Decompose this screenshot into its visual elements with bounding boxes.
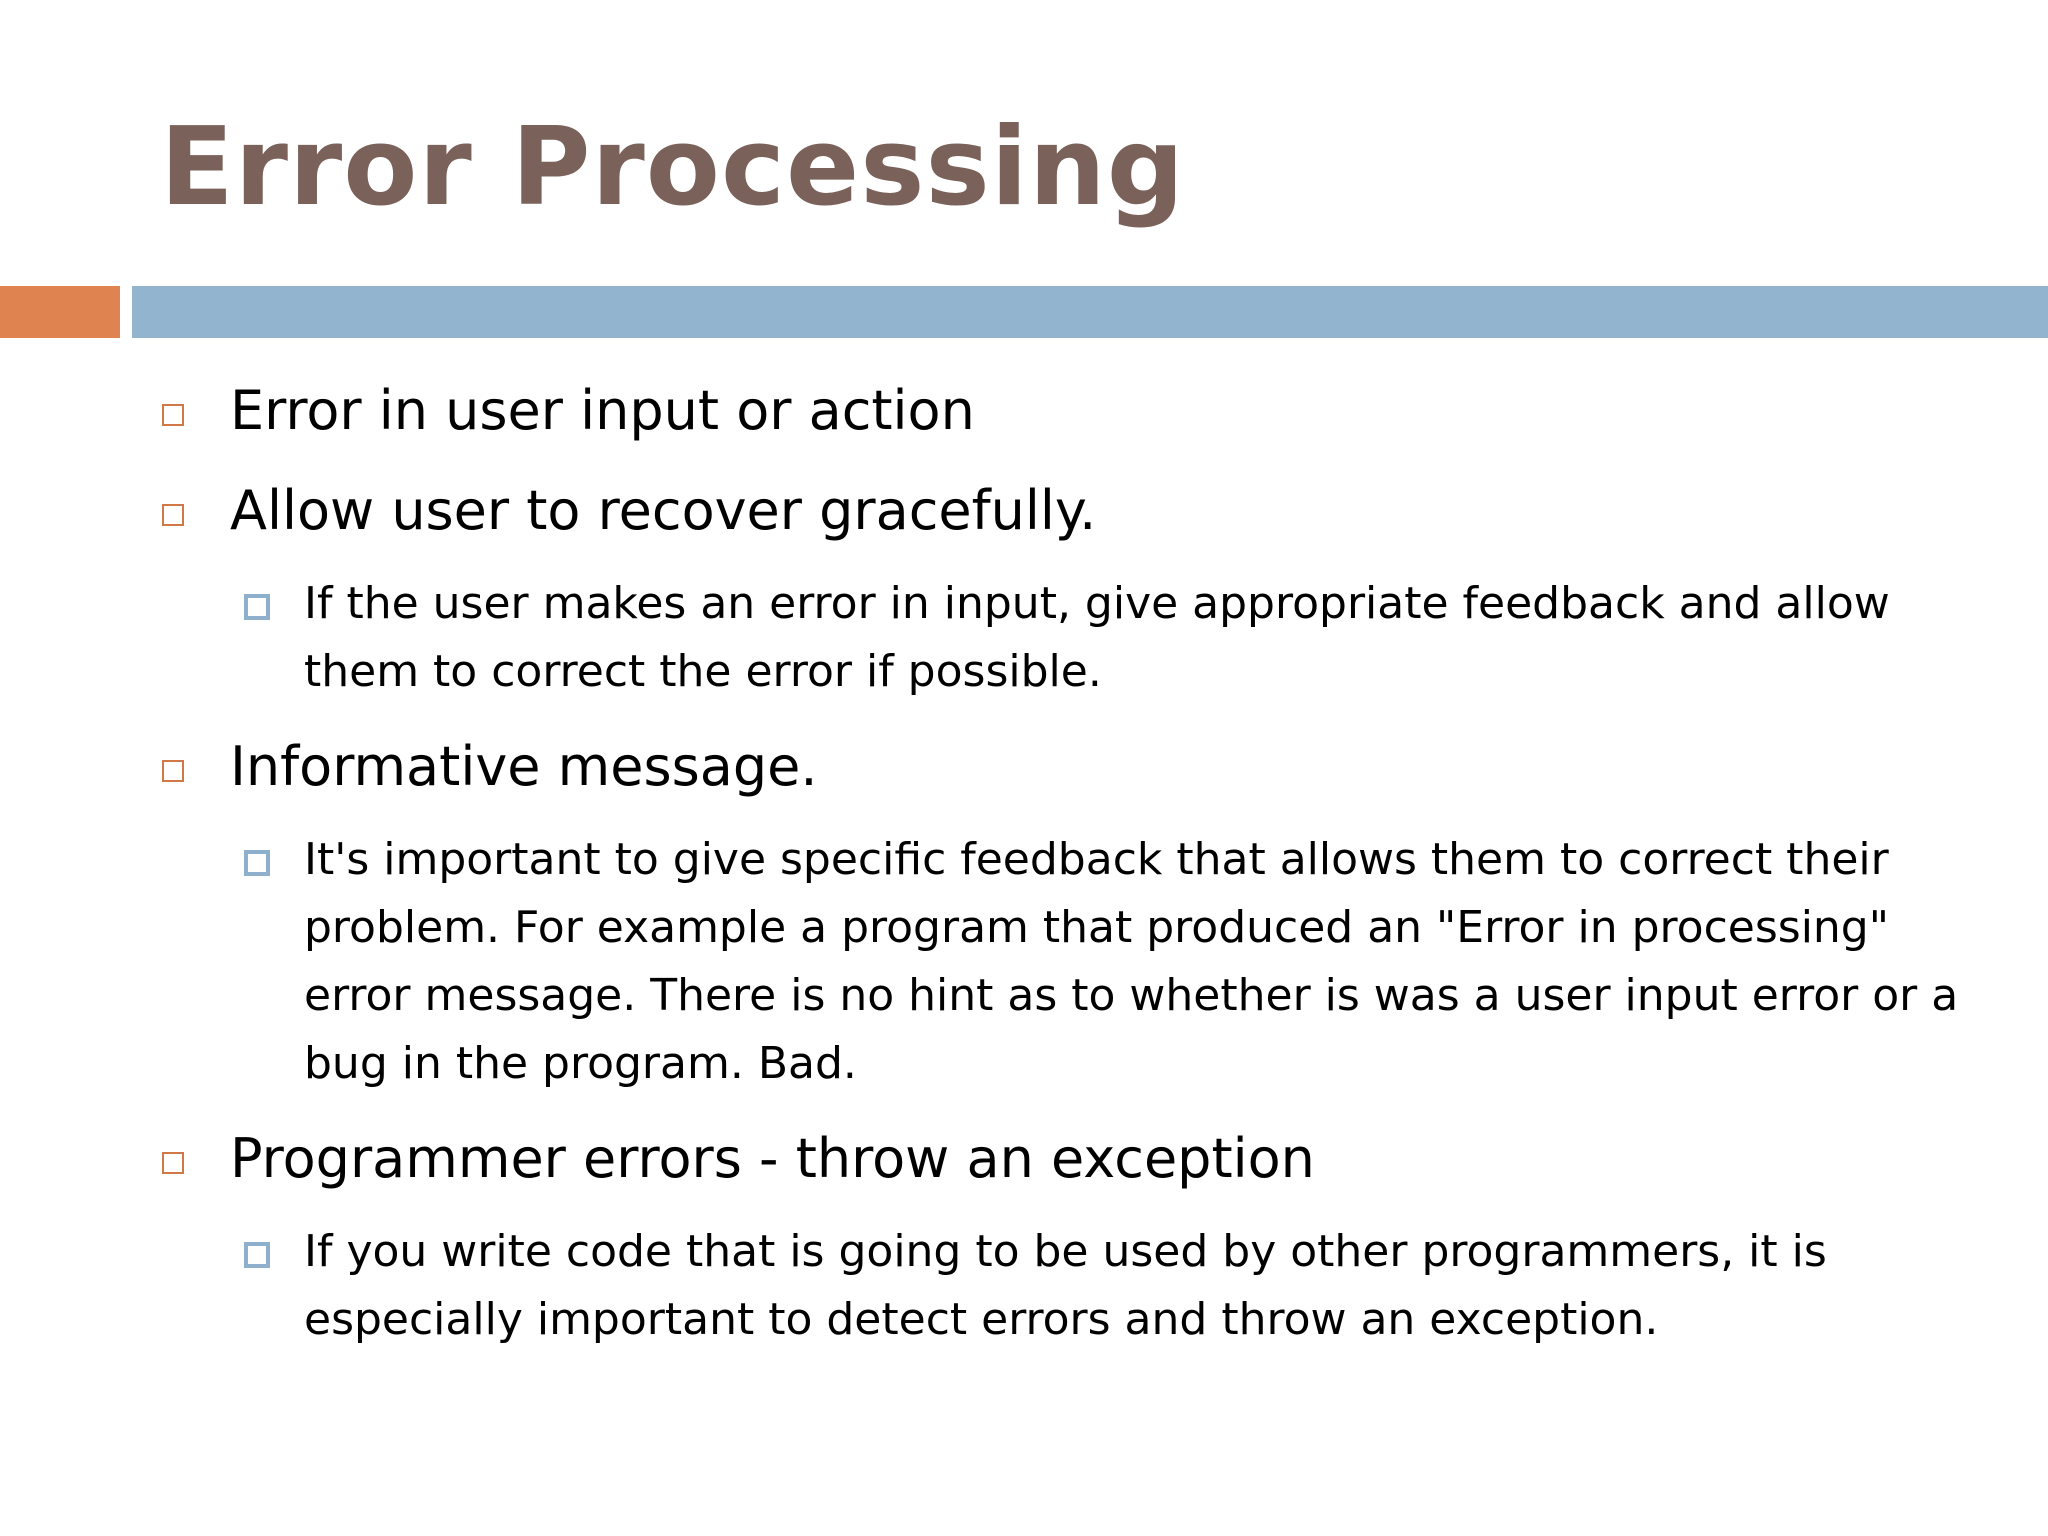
bullet-list [160, 372, 1960, 1376]
square-sub-bullet-icon [244, 594, 270, 620]
accent-bar-orange [0, 286, 120, 338]
sub-bullet-item [232, 1218, 1960, 1354]
sub-bullet-item [232, 826, 1960, 1098]
hollow-square-bullet-icon [162, 1152, 184, 1174]
sub-bullet-item [232, 570, 1960, 706]
bullet-text: Informative message. [230, 735, 818, 798]
bullet-text: Programmer errors - throw an exception [230, 1127, 1315, 1190]
bullet-item [160, 728, 1960, 806]
slide-title: Error Processing [160, 105, 1186, 230]
sub-bullet-text: If you write code that is going to be used by other programmers, it is especially important to detect errors and throw an exception. [304, 1226, 1827, 1345]
square-sub-bullet-icon [244, 850, 270, 876]
square-sub-bullet-icon [244, 1242, 270, 1268]
bullet-text: Allow user to recover gracefully. [230, 479, 1097, 542]
bullet-item [160, 372, 1960, 450]
bullet-text: Error in user input or action [230, 379, 975, 442]
bullet-item [160, 472, 1960, 550]
sub-bullet-text: If the user makes an error in input, give appropriate feedback and allow them to correct the error if possible. [304, 578, 1890, 697]
hollow-square-bullet-icon [162, 504, 184, 526]
hollow-square-bullet-icon [162, 404, 184, 426]
sub-bullet-text: It's important to give specific feedback that allows them to correct their problem. For example a program that produced an "Error in processing" error message. There is no hint as to whether is was a user input error or a bug in the program. Bad. [304, 834, 1959, 1089]
bullet-item [160, 1120, 1960, 1198]
accent-bar-blue [132, 286, 2048, 338]
hollow-square-bullet-icon [162, 760, 184, 782]
